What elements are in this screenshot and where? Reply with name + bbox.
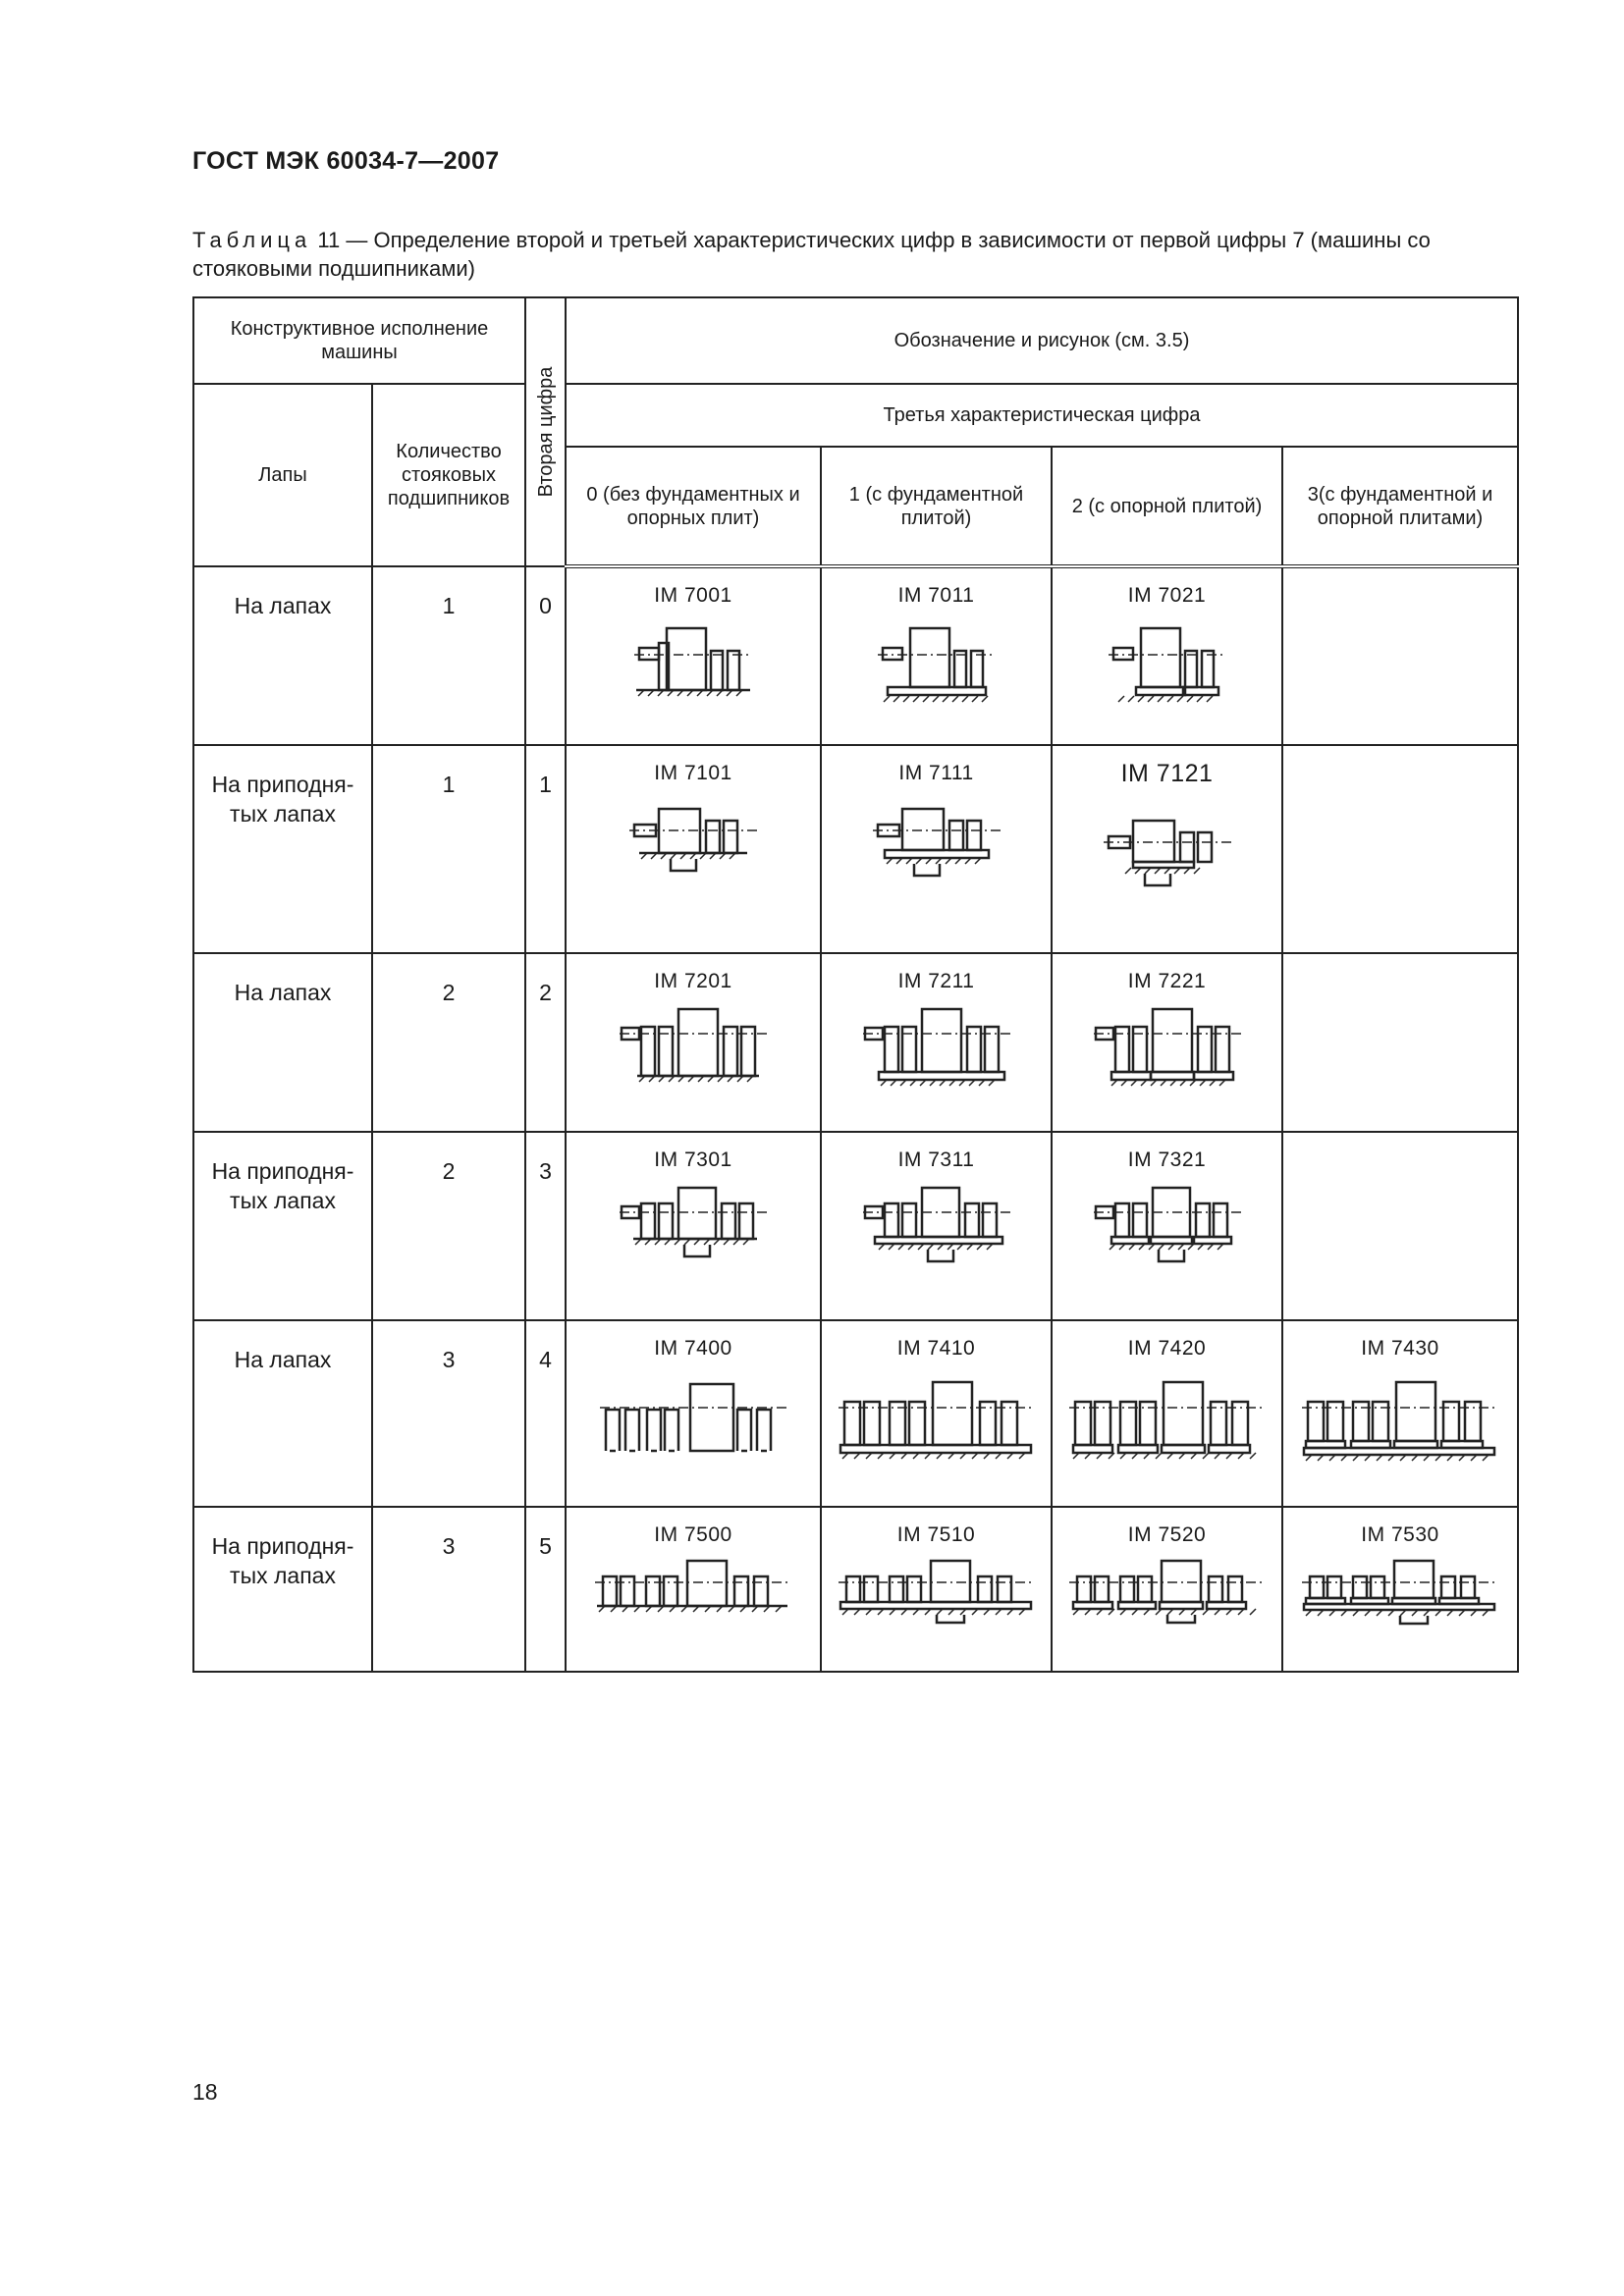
im-code: IM 7211 xyxy=(897,970,975,992)
second-digit-cell: 3 xyxy=(525,1132,566,1320)
count-cell: 3 xyxy=(372,1507,525,1672)
header-bearing-count: Количество стояковых подшипников xyxy=(372,384,525,566)
header-construction: Конструктивное исполнение машины xyxy=(193,297,525,384)
machine-diagram-icon xyxy=(863,999,1010,1097)
figure-cell xyxy=(566,1507,821,1672)
im-code: IM 7430 xyxy=(1361,1337,1439,1360)
machine-diagram-icon xyxy=(1104,791,1231,899)
figure-cell xyxy=(566,953,821,1132)
count-cell: 2 xyxy=(372,1132,525,1320)
table-row xyxy=(193,1132,1518,1320)
figure-cell xyxy=(1052,566,1282,745)
figure-cell xyxy=(1052,1132,1282,1320)
table-row xyxy=(193,745,1518,953)
machine-diagram-icon xyxy=(620,1178,767,1276)
im-code: IM 7400 xyxy=(654,1337,732,1360)
machine-diagram-icon xyxy=(595,1553,791,1631)
machine-diagram-icon xyxy=(620,999,767,1097)
page-number: 18 xyxy=(192,2079,218,2105)
im-code: IM 7121 xyxy=(1120,760,1214,787)
machine-diagram-icon xyxy=(629,791,757,899)
im-code: IM 7021 xyxy=(1127,584,1207,607)
header-third-0: 0 (без фундаментных и опорных плит) xyxy=(566,447,821,566)
header-second-digit xyxy=(525,297,566,566)
figure-cell xyxy=(1282,566,1518,745)
machine-diagram-icon xyxy=(878,614,996,712)
machine-diagram-icon xyxy=(634,614,752,712)
im-code: IM 7301 xyxy=(654,1148,732,1171)
second-digit-cell: 0 xyxy=(525,566,566,745)
figure-cell xyxy=(1282,1320,1518,1507)
im-code: IM 7201 xyxy=(654,970,732,992)
figure-cell xyxy=(1282,1132,1518,1320)
figure-cell xyxy=(821,1507,1052,1672)
im-code: IM 7520 xyxy=(1127,1523,1207,1546)
feet-cell: На лапах xyxy=(193,566,372,745)
table-row xyxy=(193,953,1518,1132)
im-code: IM 7221 xyxy=(1127,970,1207,992)
im-code: IM 7321 xyxy=(1127,1148,1207,1171)
machine-diagram-icon xyxy=(863,1178,1010,1276)
second-digit-cell: 1 xyxy=(525,745,566,953)
machine-diagram-icon xyxy=(873,791,1001,899)
table-row xyxy=(193,566,1518,745)
machine-diagram-icon xyxy=(1302,1366,1498,1474)
second-digit-cell: 4 xyxy=(525,1320,566,1507)
header-third-1: 1 (с фундаментной плитой) xyxy=(821,447,1052,566)
header-third-2: 2 (с опорной плитой) xyxy=(1052,447,1282,566)
im-code: IM 7011 xyxy=(897,584,975,607)
figure-cell xyxy=(821,1132,1052,1320)
figure-cell xyxy=(821,953,1052,1132)
machine-diagram-icon xyxy=(1094,1178,1241,1276)
table-row xyxy=(193,1320,1518,1507)
machine-diagram-icon xyxy=(1109,614,1226,712)
im-code: IM 7410 xyxy=(896,1337,976,1360)
machine-diagram-icon xyxy=(1069,1553,1266,1631)
machine-diagram-icon xyxy=(1302,1553,1498,1631)
caption-label: Таблица xyxy=(192,228,312,252)
feet-cell: На приподня-тых лапах xyxy=(193,1507,372,1672)
figure-cell xyxy=(566,1132,821,1320)
im-code: IM 7111 xyxy=(898,762,974,784)
count-cell: 1 xyxy=(372,745,525,953)
feet-cell: На лапах xyxy=(193,953,372,1132)
machine-diagram-icon xyxy=(839,1366,1035,1474)
figure-cell xyxy=(1052,953,1282,1132)
figure-cell xyxy=(821,566,1052,745)
figure-cell xyxy=(566,1320,821,1507)
machine-diagram-icon xyxy=(600,1366,786,1474)
caption-text: 11 — Определение второй и третьей характеристических цифр в зависимости от первой цифры 7 (машины со стояковыми подшипниками) xyxy=(192,228,1431,281)
im-code: IM 7530 xyxy=(1361,1523,1439,1546)
im-code: IM 7101 xyxy=(654,762,732,784)
count-cell: 1 xyxy=(372,566,525,745)
machine-diagram-icon xyxy=(839,1553,1035,1631)
header-designation: Обозначение и рисунок (см. 3.5) xyxy=(566,297,1518,384)
header-third-digit: Третья характеристическая цифра xyxy=(566,384,1518,447)
figure-cell xyxy=(1282,953,1518,1132)
second-digit-cell: 2 xyxy=(525,953,566,1132)
feet-cell: На приподня-тых лапах xyxy=(193,1132,372,1320)
header-second-digit-label: Вторая цифра xyxy=(534,366,557,498)
figure-cell xyxy=(1052,745,1282,953)
table-row xyxy=(193,1507,1518,1672)
figure-cell xyxy=(821,1320,1052,1507)
im-code: IM 7001 xyxy=(654,584,732,607)
im-code: IM 7420 xyxy=(1127,1337,1207,1360)
im-code: IM 7311 xyxy=(897,1148,975,1171)
header-third-3: 3(с фундаментной и опорной плитами) xyxy=(1282,447,1518,566)
second-digit-cell: 5 xyxy=(525,1507,566,1672)
header-feet: Лапы xyxy=(193,384,372,566)
feet-cell: На лапах xyxy=(193,1320,372,1507)
machine-diagram-icon xyxy=(1069,1366,1266,1474)
document-header: ГОСТ МЭК 60034-7—2007 xyxy=(192,147,500,175)
im-code: IM 7500 xyxy=(654,1523,732,1546)
feet-cell: На приподня-тых лапах xyxy=(193,745,372,953)
figure-cell xyxy=(1052,1507,1282,1672)
count-cell: 3 xyxy=(372,1320,525,1507)
im-designation-table xyxy=(192,296,1519,1673)
figure-cell xyxy=(1282,1507,1518,1672)
figure-cell xyxy=(1052,1320,1282,1507)
machine-diagram-icon xyxy=(1094,999,1241,1097)
count-cell: 2 xyxy=(372,953,525,1132)
figure-cell xyxy=(566,566,821,745)
figure-cell xyxy=(821,745,1052,953)
figure-cell xyxy=(1282,745,1518,953)
table-caption xyxy=(192,226,1508,283)
figure-cell xyxy=(566,745,821,953)
im-code: IM 7510 xyxy=(896,1523,976,1546)
